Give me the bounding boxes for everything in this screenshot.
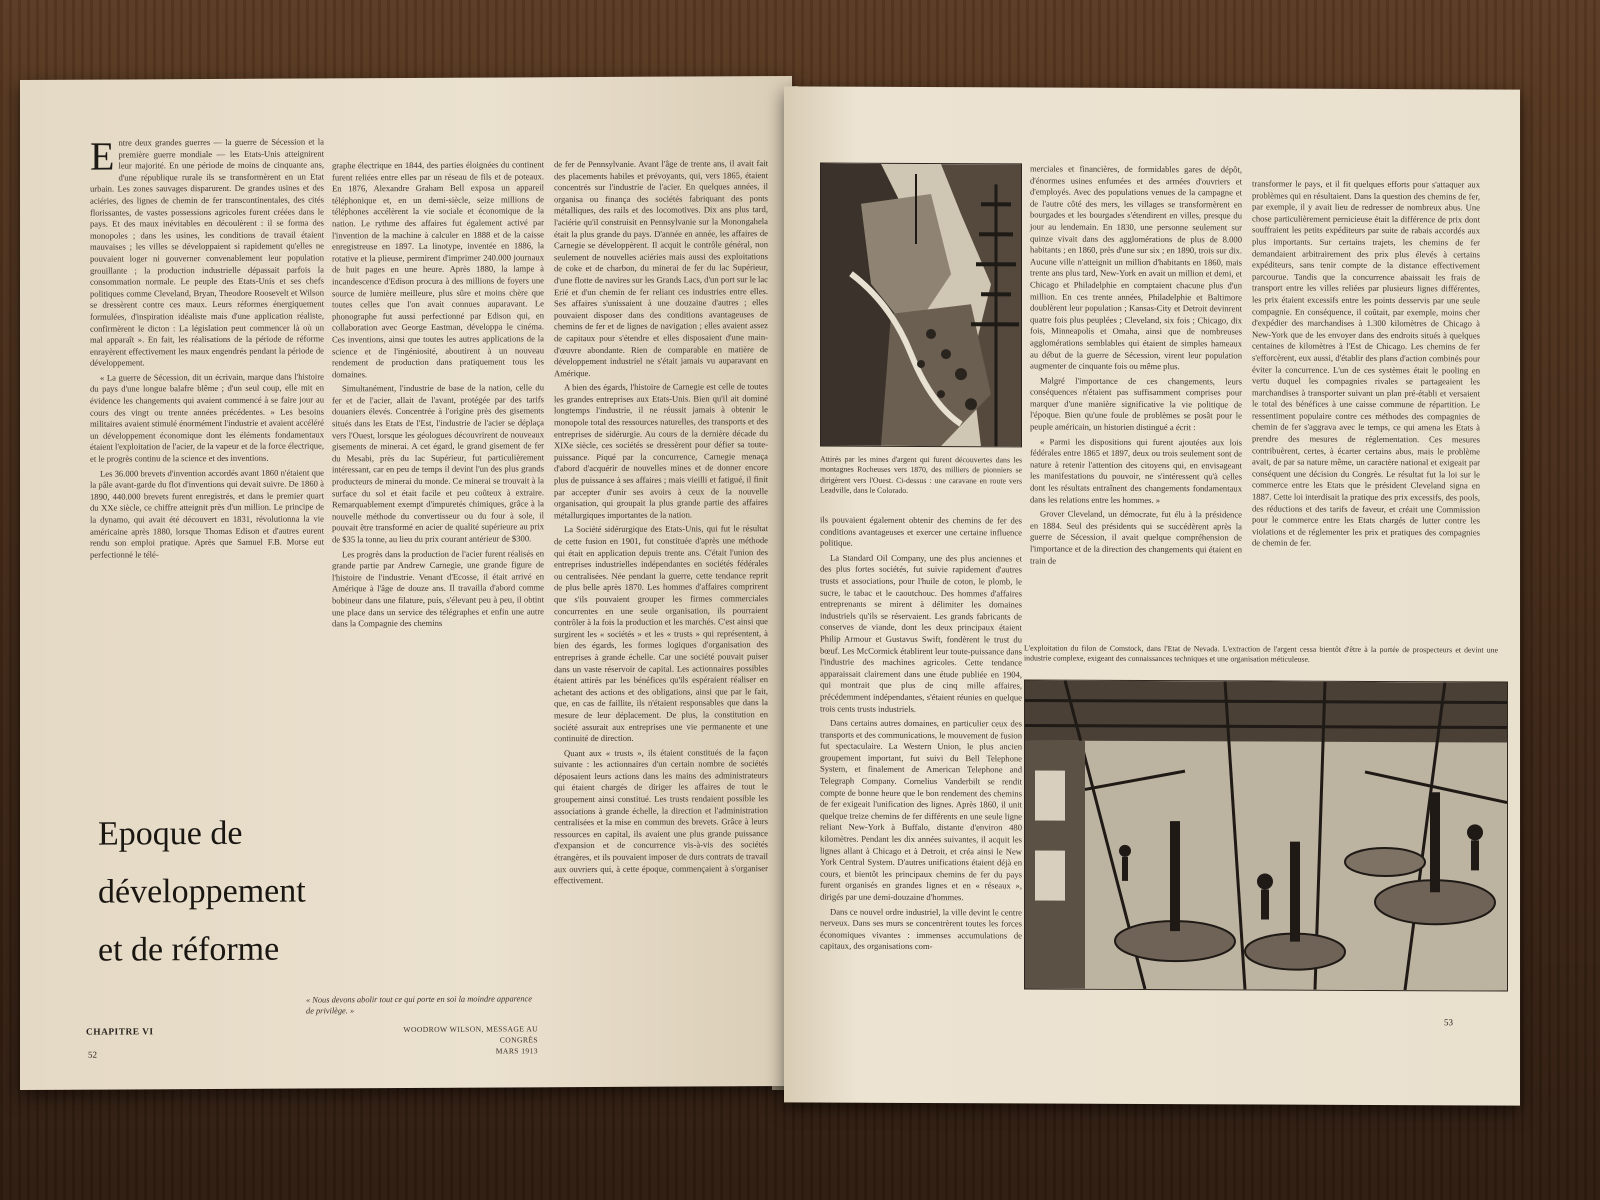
right-column-3 xyxy=(1252,178,1480,553)
right-column-1 xyxy=(820,515,1022,957)
paragraph: graphe électrique en 1844, des parties éloignées du continent furent reliées entre elles par un réseau de fils et de poteaux. En 1876, Alexandre Graham Bell exposa un appareil téléphonique et, en un demi-siècle, seize millions de téléphones accélèrent la vie sociale et économique de la nation. Le rythme des affaires fut également activé par l'invention de la machine à calculer en 1888 et de la caisse enregistreuse en 1897. La linotype, inventée en 1886, la rotative et la plieuse, permirent d'imprimer 240.000 journaux de huit pages en une heure. Après 1880, la lampe à incandescence d'Edison procura à des millions de foyers une source de lumière meilleure, plus sûre et moins chère que toutes celles que l'on avait connues auparavant. Le phonographe fut aussi perfectionné par Edison qui, en collaboration avec George Eastman, développa le cinéma. Ces inventions, ainsi que toutes les autres applications de la science et de l'ingéniosité, aboutirent à un nouveau rendement de production dans pratiquement tous les domaines. xyxy=(332,159,544,380)
paragraph: A bien des égards, l'histoire de Carnegie est celle de toutes les grandes entreprises aux Etats-Unis. Bien qu'il ait dominé longtemps l'industrie, il ne réussit jamais à obtenir le monopole total des ressources naturelles, des transports et des entreprises de sidérurgie. Au cours de la dernière décade du XIXe siècle, ces sociétés se dressèrent pour défier sa toute-puissance. Piqué par la concurrence, Carnegie menaça d'abord d'acquérir de nouvelles mines et de donner encore plus de puissance à ses affaires ; mais vieilli et fatigué, il finit par accepter d'unir ses avoirs à ceux de la nouvelle organisation, qui groupait la plus grande partie des affaires métallurgiques importantes de la nation. xyxy=(554,381,768,521)
title-line: et de réforme xyxy=(98,930,280,969)
attribution-line: WOODROW WILSON, MESSAGE AU CONGRÈS xyxy=(403,1024,538,1045)
mountain-caravan-illustration xyxy=(820,163,1022,448)
paragraph: Simultanément, l'industrie de base de la nation, celle du fer et de l'acier, allait de l'avant, protégée par des tarifs douaniers élevés. Concentrée à l'origine près des gisements situés dans les Etats de l'Est, l'industrie de l'acier se déplaça vers l'Ouest, lorsque les géologues découvrirent de nouveaux gisements de minerai. A cet égard, le grand gisement de fer du Mesabi, près du lac Supérieur, fut particulièrement intéressant, car en peu de temps il devint l'un des plus grands producteurs de minerai du monde. Ce minerai se trouvait à la surface du sol et était facile et peu coûteux à extraire. Remarquablement exempt d'impuretés chimiques, grâce à la nouvelle méthode du convertisseur ou du four à sole, il pouvait être transformé en acier de qualité supérieure au prix de $35 la tonne, au lieu du prix courant antérieur de $300. xyxy=(332,382,544,545)
paragraph: Grover Cleveland, un démocrate, fut élu à la présidence en 1884. Seul des présidents qui se succédèrent après la guerre de Sécession, il avait quelque compréhension de l'importance et de la direction des changements qui étaient en train de xyxy=(1030,508,1242,566)
paragraph: Dans certains autres domaines, en particulier ceux des transports et des communications, le mouvement de fusion fut spectaculaire. La Western Union, le plus ancien groupement important, fut suivi du Bell Telephone System, et finalement de American Telephone and Telegraph Company. Cornelius Vanderbilt se rendit compte de bonne heure que le bon rendement des chemins de fer exigeait l'unification des lignes. Après 1860, il unit quelque treize chemins de fer différents en une seule ligne reliant New-York à Buffalo, distante d'environ 480 kilomètres. Pendant les dix années suivantes, il acquit les lignes allant à Chicago et à Detroit, et créa ainsi le New York Central System. D'autres unifications étaient déjà en cours, et bientôt les principaux chemins de fer du pays furent organisés en grandes lignes et en « réseaux », dirigés par une demi-douzaine d'hommes. xyxy=(820,717,1022,903)
title-line: développement xyxy=(98,872,306,911)
paragraph: de fer de Pennsylvanie. Avant l'âge de trente ans, il avait fait des placements habiles et prévoyants, qui, vers 1865, étaient concentrés sur l'industrie de l'acier. En quelques années, il organisa ou finança des sociétés fabriquant des ponts métalliques, des rails et des locomotives. Dix ans plus tard, l'aciérie qu'il construisit en Pennsylvanie sur la Monongahela était la plus grande du pays. D'année en année, les affaires de Carnegie se développèrent. Il acquit le contrôle général, non seulement de nouvelles aciéries mais aussi des exploitations de coke et de charbon, du minerai de fer du lac Supérieur, d'une flotte de navires sur les Grands Lacs, d'un port sur le lac Erié et d'un chemin de fer reliant ces industries entre elles. Ses affaires s'unissaient à une douzaine d'autres ; elles pouvaient disposer dans des conditions avantageuses de chemins de fer et de lignes de navigation ; elles avaient assez de capitaux pour s'étendre et elles disposaient d'une main-d'œuvre abondante. Rien de comparable en matière de développement industriel ne s'était jamais vu auparavant en Amérique. xyxy=(554,158,768,378)
paragraph: ils pouvaient également obtenir des chemins de fer des conditions avantageuses et exercer une certaine influence politique. xyxy=(820,514,1022,548)
mine-caption: L'exploitation du filon de Comstock, dans l'Etat de Nevada. L'extraction de l'argent cessa bientôt d'être à la portée de prospecteurs et devint une industrie complexe, exigeant des connaissances techniques et une organisation méticuleuse. xyxy=(1024,643,1498,665)
paragraph: Les 36.000 brevets d'invention accordés avant 1860 n'étaient que la pâle avant-garde du flot d'inventions qui devait suivre. De 1860 à 1890, 440.000 brevets furent enregistrés, et dans le premier quart du XXe siècle, ce chiffre atteignit près d'un million. Le principe de la dynamo, qui avait été découvert en 1831, révolutionna la vie américaine après 1880, lorsque Thomas Edison et d'autres eurent rendu son emploi pratique. Après que Samuel F.B. Morse eut perfectionné le télé- xyxy=(90,467,324,560)
attribution-line: MARS 1913 xyxy=(495,1046,538,1056)
drop-cap: E xyxy=(90,133,115,179)
paragraph: Malgré l'importance de ces changements, leurs conséquences n'étaient pas suffisamment comprises pour marquer d'une manière significative la vie politique de l'époque. Bien qu'une foule de problèmes se posât pour le peuple américain, un historien distingué a écrit : xyxy=(1030,375,1242,433)
page-number: 53 xyxy=(1444,1017,1453,1028)
paragraph: transformer le pays, et il fit quelques efforts pour s'attaquer aux problèmes qui en résultaient. Dans la question des chemins de fer, par exemple, il y avait lieu de redresser de nombreux abus. Une chose particulièrement pernicieuse était la différence de prix dont souffraient les petits expéditeurs par suite de rabais accordés aux plus importants. Sur certains trajets, les chemins de fer demandaient arbitrairement des prix plus élevés à certains expéditeurs, sans tenir compte de la distance effectivement parcourue. Tandis que la concurrence abaissait les frais de transport entre les villes reliées par plusieurs lignes différentes, les prix étaient excessifs entre les points desservis par une seule compagnie. En conséquence, il coûtait, par exemple, moins cher d'expédier des marchandises à 1.300 kilomètres de Chicago à New-York que de les envoyer dans des endroits situés à quelques centaines de kilomètres à l'Est de Chicago. Les chemins de fer s'efforcèrent, eux aussi, d'établir des plans d'action combinés pour éviter la concurrence. L'un de ces systèmes était le pooling en vertu duquel les compagnies rivales se partageaient les marchandises à transporter suivant un plan pré-établi et versaient le total des bénéfices à une caisse commune de répartition. Le ressentiment populaire contre ces méthodes des compagnies de chemin de fer s'aggrava avec le temps, ce qui amena les Etats à prendre des mesures de réglementation. Ces mesures contribuèrent, certes, à écarter certains abus, mais le problème avait, de par sa nature même, un caractère national et exigeait par conséquent une décision du Congrès. Le résultat fut la loi sur le commerce entre les Etats que le président Cleveland signa en 1887. Cette loi interdisait la pratique des prix excessifs, des pools, des réductions et des tarifs de faveur, et créait une Commission pour le commerce entre les Etats chargés de lutter contre les violations et de réglementer les prix et pratiques des compagnies de chemin de fer. xyxy=(1252,178,1480,549)
paragraph: Les progrès dans la production de l'acier furent réalisés en grande partie par Andrew Carnegie, une grande figure de l'histoire de l'industrie. Venant d'Ecosse, il était arrivé en Amérique à l'âge de douze ans. Il travailla d'abord comme bobineur dans une filature, puis, s'élevant peu à peu, il obtint une place dans un service des télégraphes et enfin une autre dans la Compagnie des chemins xyxy=(332,547,544,629)
paragraph: « La guerre de Sécession, dit un écrivain, marque dans l'histoire du pays d'une longue balafre blême ; d'un seul coup, elle mit en évidence les changements qui avaient commencé à se faire jour au cours des vingt ou trente années précédentes. » Les besoins militaires avaient stimulé énormément l'industrie et avaient accéléré un développement économique dont les éléments fondamentaux étaient l'exploitation de l'acier, de la vapeur et de la force électrique, et le progrès continu de la science et des inventions. xyxy=(90,371,324,464)
chapter-title xyxy=(98,804,418,980)
left-column-1 xyxy=(90,133,324,564)
left-column-3 xyxy=(554,158,768,890)
paragraph: merciales et financières, de formidables gares de dépôt, d'énormes usines enfumées et des armées d'ouvriers et d'employés. Avec des populations venues de la campagne et de l'autre côté des mers, les villages se transformèrent en bourgades et les bourgades s'étendirent en villes, presque du jour au lendemain. En 1830, une personne seulement sur quinze vivait dans des agglomérations de plus de 8.000 habitants ; en 1860, près d'une sur six ; en 1890, trois sur dix. Aucune ville n'atteignit un million d'habitants en 1860, mais trente ans plus tard, New-York en avait un million et demi, et Chicago et Philadelphie en comptaient chacune plus d'un million. En ces trente années, Philadelphie et Baltimore doublèrent leur population ; Kansas-City et Detroit devinrent quatre fois plus peuplées ; Cleveland, six fois ; Chicago, dix fois, Minneapolis et Omaha, ainsi que de nombreuses agglomérations semblables qui étaient de simples hameaux au début de la guerre de Sécession, virent leur population augmenter de cinquante fois ou même plus. xyxy=(1030,163,1242,372)
comstock-mine-illustration xyxy=(1024,679,1508,991)
paragraph: Dans ce nouvel ordre industriel, la ville devint le centre nerveux. Dans ses murs se concentrèrent toutes les forces économiques vivantes : immenses accumulations de capitaux, des organisations com- xyxy=(820,906,1022,952)
epigraph: « Nous devons abolir tout ce qui porte en soi la moindre apparence de privilège. » xyxy=(306,994,532,1016)
paragraph: « Parmi les dispositions qui furent ajoutées aux lois fédérales entre 1865 et 1897, deux ou trois seulement sont de nature à retenir l'attention des citoyens qui, en envisageant les manifestations du pouvoir, ne s'intéressent qu'à celles dont les résultats entraînent des changements fondamentaux dans les relations entre les hommes. » xyxy=(1030,436,1242,505)
title-line: Epoque de xyxy=(98,814,243,853)
left-page xyxy=(20,76,792,1090)
paragraph: La Société sidérurgique des Etats-Unis, qui fut le résultat de cette fusion en 1901, fut constituée d'après une méthode qui était en application depuis trente ans. C'était l'union des entreprises industrielles indépendantes en sociétés fédérales ou centralisées. Née pendant la guerre, cette tendance reprit de plus belle après 1870. Les hommes d'affaires comprirent que s'ils pouvaient grouper les firmes commerciales concurrentes en une seule organisation, ils pourraient contrôler à la fois la production et les marchés. C'est ainsi que surgirent les « sociétés » et les « trusts » qui représentent, à bien des égards, les formes logiques d'organisation des entreprises à grande échelle. Car une société pouvait puiser dans un vaste réservoir de capital. Les actionnaires possibles étaient attirés par les bénéfices qu'ils espéraient réaliser en achetant des actions et des obligations, ainsi que par le fait, que, en cas de faillite, ils n'étaient responsables que dans la mesure de leur déplacement. De plus, la constitution en société assurait aux entreprises une vie permanente et une continuité de direction. xyxy=(554,523,768,744)
chapter-label: CHAPITRE VI xyxy=(86,1027,154,1038)
paragraph-text: ntre deux grandes guerres — la guerre de Sécession et la première guerre mondiale — les Etats-Unis atteignirent leur majorité. En une période de moins de cinquante ans, d'une république rurale ils se transformèrent en un Etat urbain. Les zones sauvages disparurent. De grandes usines et des aciéries, des lignes de chemin de fer transcontinentales, des cités florissantes, de vastes possessions agricoles furent créées dans le pays. Et des maux inévitables en découlèrent : il se forma des monopoles ; dans les usines, les conditions de travail étaient mauvaises ; les villes se développaient si rapidement qu'elles ne pouvaient loger ni gouverner convenablement leur population grouillante ; la production industrielle dépassait parfois la consommation normale. Le peuple des Etats-Unis et ses chefs politiques comme Cleveland, Bryan, Theodore Roosevelt et Wilson se dressèrent contre ces maux. Leurs réformes énergiquement formulées, d'inspiration idéaliste mais d'une application réaliste, confirmèrent le dicton : La législation peut commencer là où un mal apparaît ». En fait, les réalisations de la période de réforme enrayèrent effectivement les maux engendrés pendant la période de développement. xyxy=(90,136,324,368)
right-column-2 xyxy=(1030,163,1242,570)
illustration-caption: Attirés par les mines d'argent qui furent découvertes dans les montagnes Rocheuses vers 1870, des milliers de pionniers se dirigèrent vers l'Ouest. Ci-dessus : une caravane en route vers Leadville, dans le Colorado. xyxy=(820,454,1022,496)
paragraph: La Standard Oil Company, une des plus anciennes et des plus fortes sociétés, fut suivie rapidement d'autres trusts et associations, pour l'huile de coton, le plomb, le sucre, le tabac et le caoutchouc. Des hommes d'affaires entreprenants se mirent à délimiter les domaines industriels qu'ils se réservaient. Les grands fabricants de conserves de viande, dont les deux principaux étaient Philip Armour et Gustavus Swift, fondèrent le trust du bœuf. Les McCormick établirent leur toute-puissance dans l'industrie des machines agricoles. Cette tendance apparaissait clairement dans une étude publiée en 1904, qui montrait que plus de cinq mille affaires, précédemment indépendantes, s'étaient réunies en quelque trois cents trusts industriels. xyxy=(820,552,1022,714)
left-column-2 xyxy=(332,159,544,633)
right-page xyxy=(784,86,1520,1105)
epigraph-attribution xyxy=(372,1023,538,1057)
page-number: 52 xyxy=(88,1049,97,1060)
paragraph: Quant aux « trusts », ils étaient constitués de la façon suivante : les actionnaires d'un certain nombre de sociétés déposaient leurs actions dans les mains des administrateurs qui étaient chargés de diriger les affaires de tout le groupement ainsi constitué. Les trusts rendaient possible les associations à grande échelle, la direction et l'administration centralisées et la mise en commun des brevets. Grâce à leurs ressources en capital, ils avaient une plus grande puissance d'expansion et de concurrence vis-à-vis des sociétés étrangères, et ils pouvaient imposer de durs contrats de travail aux ouvriers qui, à cette époque, commençaient à s'organiser effectivement. xyxy=(554,746,768,886)
paragraph xyxy=(90,133,324,369)
